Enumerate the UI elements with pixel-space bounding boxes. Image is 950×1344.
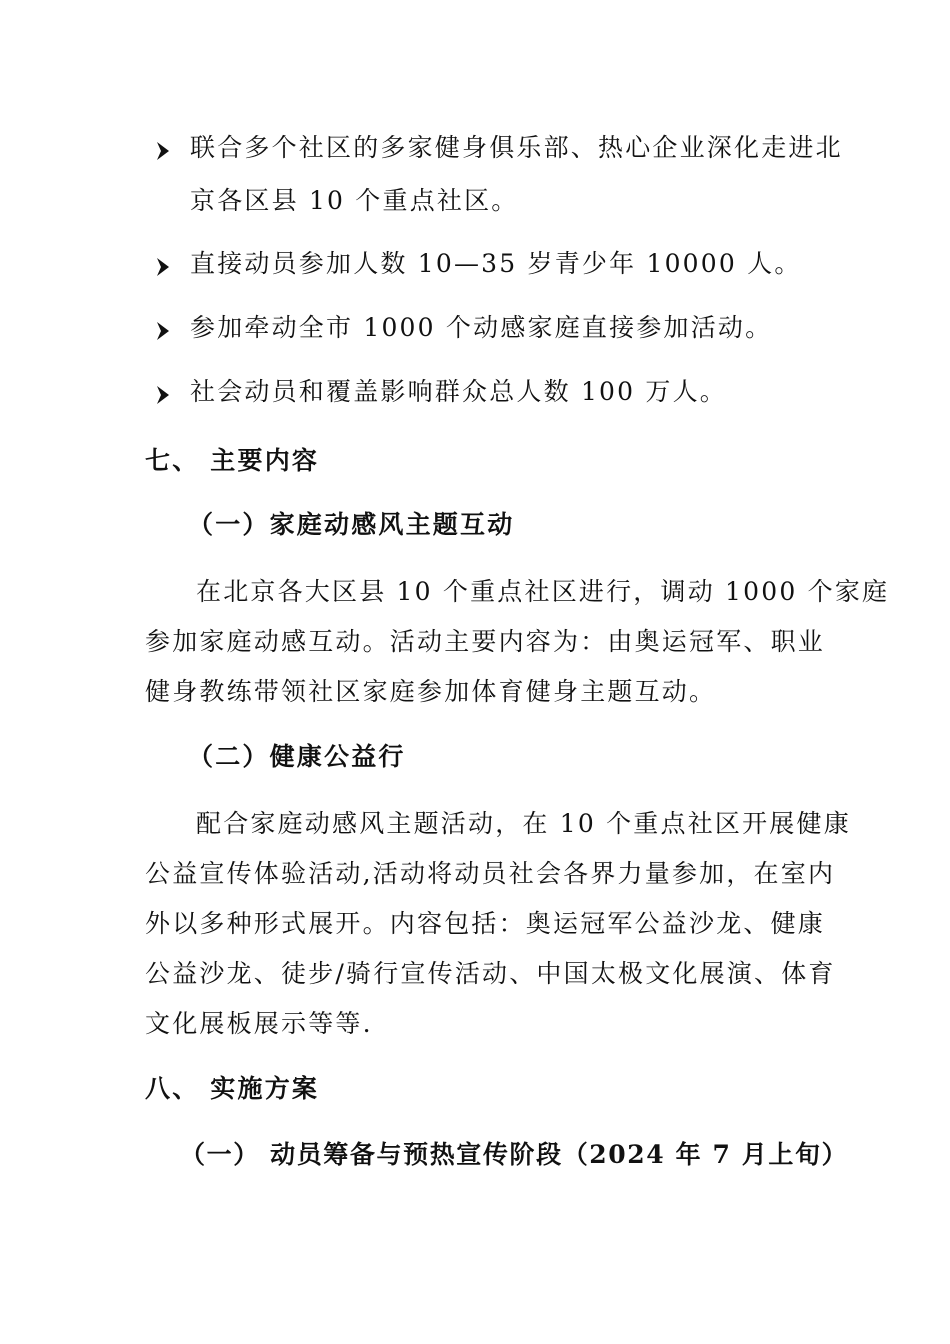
paragraph-line: 参加家庭动感互动。活动主要内容为：由奥运冠军、职业 xyxy=(145,627,826,656)
paragraph-line: 健身教练带领社区家庭参加体育健身主题互动。 xyxy=(145,677,717,706)
section-7-heading: 七、 主要内容 xyxy=(145,446,320,475)
section-8-sub-1-heading: （一） 动员筹备与预热宣传阶段（2024 年 7 月上旬） xyxy=(180,1140,849,1169)
bullet-4-line: 社会动员和覆盖影响群众总人数 100 万人。 xyxy=(190,377,728,406)
bullet-2-line: 直接动员参加人数 10—35 岁青少年 10000 人。 xyxy=(190,249,802,278)
section-7-sub-2-heading: （二）健康公益行 xyxy=(188,742,406,771)
arrow-bullet-icon xyxy=(156,257,170,277)
paragraph-line: 外以多种形式展开。内容包括：奥运冠军公益沙龙、健康 xyxy=(145,909,826,938)
bullet-1-line-1: 联合多个社区的多家健身俱乐部、热心企业深化走进北 xyxy=(190,133,843,162)
paragraph-line: 在北京各大区县 10 个重点社区进行，调动 1000 个家庭 xyxy=(196,577,890,606)
paragraph-line: 公益沙龙、徒步/骑行宣传活动、中国太极文化展演、体育 xyxy=(145,959,836,988)
arrow-bullet-icon xyxy=(156,141,170,161)
paragraph-line: 文化展板展示等等. xyxy=(145,1009,373,1038)
paragraph-line: 配合家庭动感风主题活动，在 10 个重点社区开展健康 xyxy=(196,809,851,838)
section-8-heading: 八、 实施方案 xyxy=(145,1074,320,1103)
bullet-3-line: 参加牵动全市 1000 个动感家庭直接参加活动。 xyxy=(190,313,773,342)
bullet-1-line-2: 京各区县 10 个重点社区。 xyxy=(190,186,519,215)
paragraph-line: 公益宣传体验活动,活动将动员社会各界力量参加，在室内 xyxy=(145,859,836,888)
arrow-bullet-icon xyxy=(156,385,170,405)
section-7-sub-1-heading: （一）家庭动感风主题互动 xyxy=(188,510,515,539)
arrow-bullet-icon xyxy=(156,321,170,341)
